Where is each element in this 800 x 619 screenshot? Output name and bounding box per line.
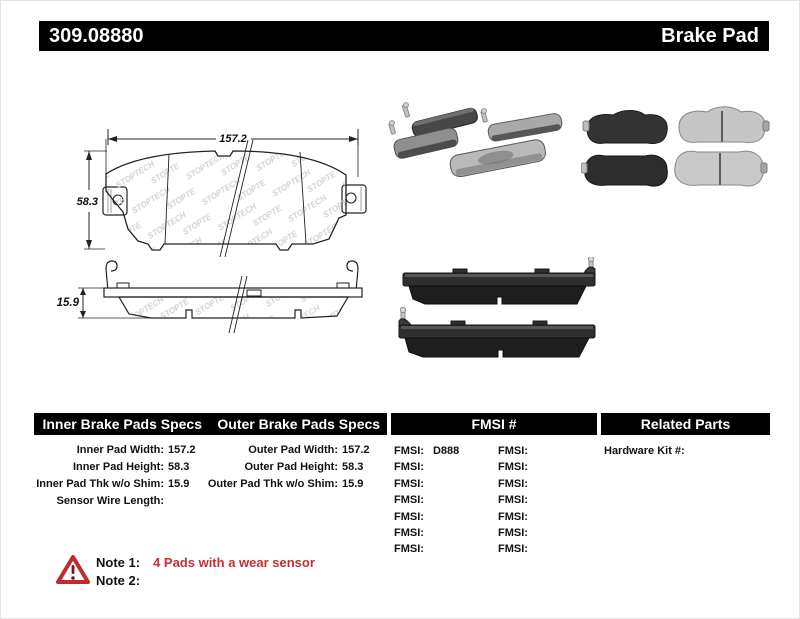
spec-value: 58.3 (342, 461, 364, 473)
spec-row (34, 459, 196, 476)
pad-photo (487, 113, 563, 143)
part-number: 309.08880 (49, 24, 144, 47)
spec-label: Outer Pad Height: (244, 461, 338, 473)
fmsi-row (498, 509, 537, 525)
notes-section (96, 554, 315, 590)
fmsi-label: FMSI: (498, 477, 528, 490)
spec-row (206, 442, 370, 459)
photo-pads-grid (581, 99, 771, 199)
spec-label: Inner Pad Thk w/o Shim: (36, 478, 164, 490)
fmsi-label: FMSI: (394, 527, 424, 540)
note-2-label: Note 2: (96, 573, 141, 588)
spec-value: 58.3 (168, 461, 190, 473)
fmsi-value: D888 (432, 445, 460, 457)
pad-photo (449, 138, 547, 178)
header-inner-specs: Inner Brake Pads Specs (42, 416, 203, 432)
pad-side-photo-top (403, 257, 595, 304)
photo-pads-side (393, 257, 609, 363)
note-1-label: Note 1: (96, 555, 141, 570)
spec-row (206, 459, 370, 476)
header-fmsi: FMSI # (471, 416, 517, 432)
fmsi-column-1 (394, 443, 459, 558)
pad-photo-front (679, 107, 769, 143)
related-parts-column (604, 443, 694, 459)
header-outer-specs: Outer Brake Pads Specs (217, 416, 381, 432)
pad-photo-front (675, 151, 767, 186)
related-part-label: Hardware Kit #: (604, 445, 685, 457)
spec-label: Sensor Wire Length: (56, 495, 164, 507)
specs-header-bar (34, 413, 387, 435)
fmsi-row (498, 541, 537, 557)
note-1 (96, 554, 315, 572)
related-part-row (604, 443, 694, 459)
spec-label: Outer Pad Width: (248, 444, 338, 456)
spec-value: 15.9 (342, 478, 364, 490)
dim-thickness-label: 15.9 (56, 297, 79, 309)
dim-height-label: 58.3 (76, 196, 98, 208)
fmsi-row (498, 525, 537, 541)
fmsi-label: FMSI: (394, 510, 424, 523)
photo-pads-angled (384, 97, 576, 185)
left-spring-clip (106, 261, 117, 291)
fmsi-label: FMSI: (394, 445, 424, 457)
related-parts-header-bar (601, 413, 770, 435)
outer-specs-column (206, 442, 370, 493)
spec-value: 157.2 (342, 444, 370, 456)
fmsi-label: FMSI: (498, 510, 528, 523)
fmsi-label: FMSI: (394, 494, 424, 507)
fmsi-label: FMSI: (498, 543, 528, 556)
fmsi-row (394, 541, 459, 557)
fmsi-label: FMSI: (498, 445, 528, 457)
fmsi-row (498, 443, 537, 459)
spec-label: Inner Pad Height: (72, 461, 164, 473)
fmsi-label: FMSI: (394, 477, 424, 490)
pad-photo-back (583, 111, 667, 144)
fmsi-row (498, 459, 537, 475)
spec-row (34, 442, 196, 459)
spec-row (34, 493, 196, 510)
dim-width-label: 157.2 (219, 133, 247, 145)
inner-specs-column (34, 442, 196, 510)
pad-front-outline (106, 151, 346, 250)
spec-value: 157.2 (168, 444, 196, 456)
title-bar (39, 21, 769, 51)
fmsi-label: FMSI: (498, 461, 528, 474)
fmsi-row (498, 476, 537, 492)
fmsi-label: FMSI: (498, 494, 528, 507)
spec-label: Inner Pad Width: (76, 444, 164, 456)
fmsi-label: FMSI: (394, 461, 424, 474)
fmsi-row (498, 492, 537, 508)
fmsi-row (394, 443, 459, 459)
wear-sensor-clip (481, 109, 488, 123)
fmsi-row (394, 492, 459, 508)
wear-sensor-clip (389, 121, 396, 135)
wear-sensor-clip (402, 103, 410, 118)
spec-row (206, 476, 370, 493)
note-1-text: 4 Pads with a wear sensor (153, 555, 315, 570)
header-related-parts: Related Parts (640, 416, 731, 432)
fmsi-row (394, 476, 459, 492)
fmsi-row (394, 509, 459, 525)
spec-value: 15.9 (168, 478, 190, 490)
fmsi-column-2 (498, 443, 537, 558)
fmsi-header-bar (391, 413, 597, 435)
fmsi-label: FMSI: (394, 543, 424, 556)
technical-drawing-front-view (41, 114, 381, 264)
technical-drawing-side-view (41, 253, 381, 341)
fmsi-label: FMSI: (498, 527, 528, 540)
warning-triangle-icon (55, 553, 91, 587)
fmsi-row (394, 459, 459, 475)
note-2 (96, 572, 315, 590)
product-type: Brake Pad (661, 24, 759, 47)
spec-label: Outer Pad Thk w/o Shim: (207, 478, 338, 490)
pad-photo-back (581, 155, 667, 186)
pad-side-photo-bottom (399, 307, 595, 357)
spec-row (34, 476, 196, 493)
fmsi-row (394, 525, 459, 541)
backing-plate (104, 288, 362, 297)
